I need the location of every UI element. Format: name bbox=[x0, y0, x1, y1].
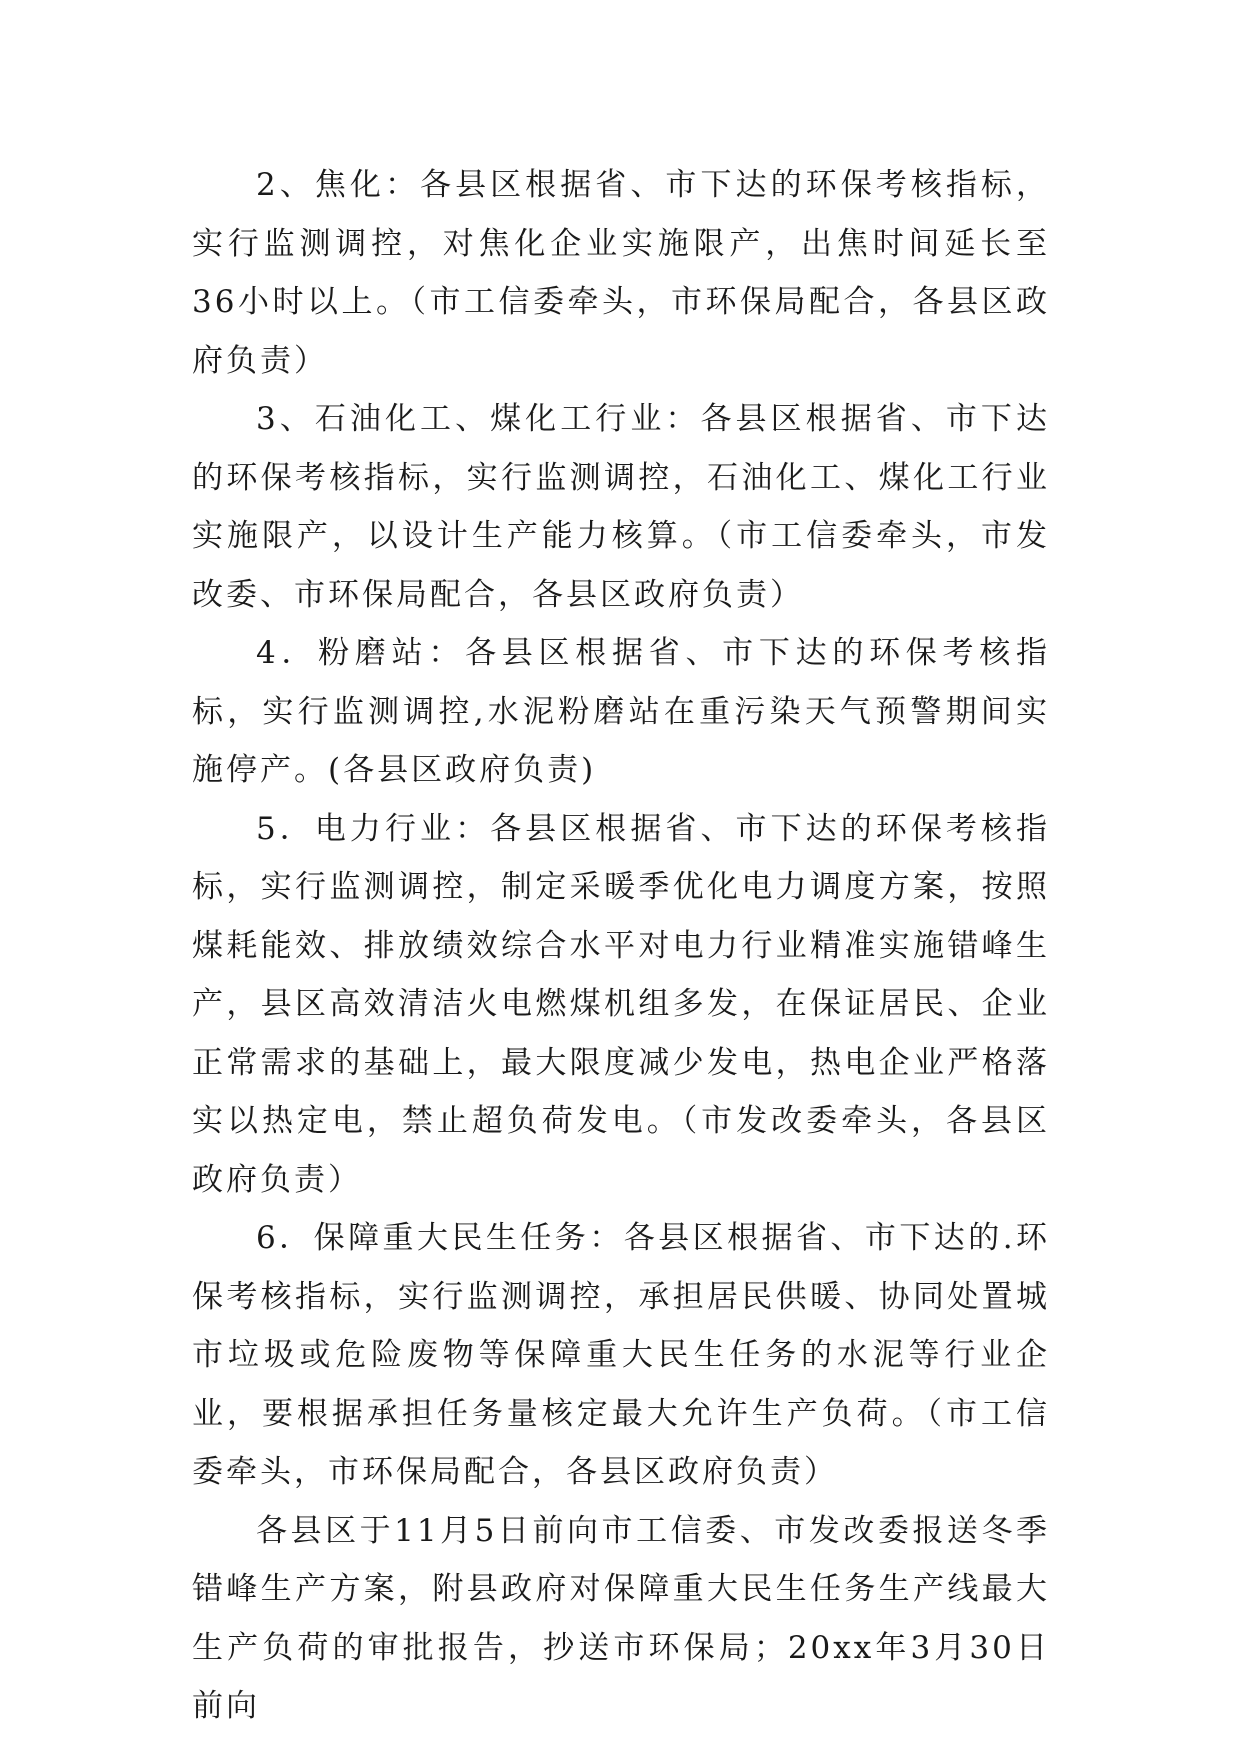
document-body bbox=[192, 156, 1050, 1736]
paragraph-livelihood-tasks: 6．保障重大民生任务：各县区根据省、市下达的.环保考核指标，实行监测调控，承担居民供暖、协同处置城市垃圾或危险废物等保障重大民生任务的水泥等行业企业，要根据承担任务量核定最大允许生产负荷。（市工信委牵头，市环保局配合，各县区政府负责） bbox=[192, 1220, 1050, 1490]
paragraph-coking: 2、焦化：各县区根据省、市下达的环保考核指标，实行监测调控，对焦化企业实施限产，出焦时间延长至36小时以上。（市工信委牵头，市环保局配合，各县区政府负责） bbox=[192, 167, 1050, 379]
paragraph-grinding-station: 4．粉磨站：各县区根据省、市下达的环保考核指标，实行监测调控,水泥粉磨站在重污染天气预警期间实施停产。(各县区政府负责) bbox=[192, 635, 1050, 788]
paragraph-petrochemical: 3、石油化工、煤化工行业：各县区根据省、市下达的环保考核指标，实行监测调控，石油化工、煤化工行业实施限产，以设计生产能力核算。（市工信委牵头，市发改委、市环保局配合，各县区政府负责） bbox=[192, 401, 1050, 613]
paragraph-reporting-deadline: 各县区于11月5日前向市工信委、市发改委报送冬季错峰生产方案，附县政府对保障重大民生任务生产线最大生产负荷的审批报告，抄送市环保局；20xx年3月30日前向 bbox=[192, 1512, 1050, 1724]
paragraph-power-industry: 5．电力行业：各县区根据省、市下达的环保考核指标，实行监测调控，制定采暖季优化电力调度方案，按照煤耗能效、排放绩效综合水平对电力行业精准实施错峰生产，县区高效清洁火电燃煤机组多发，在保证居民、企业正常需求的基础上，最大限度减少发电，热电企业严格落实以热定电，禁止超负荷发电。（市发改委牵头，各县区政府负责） bbox=[192, 810, 1050, 1198]
